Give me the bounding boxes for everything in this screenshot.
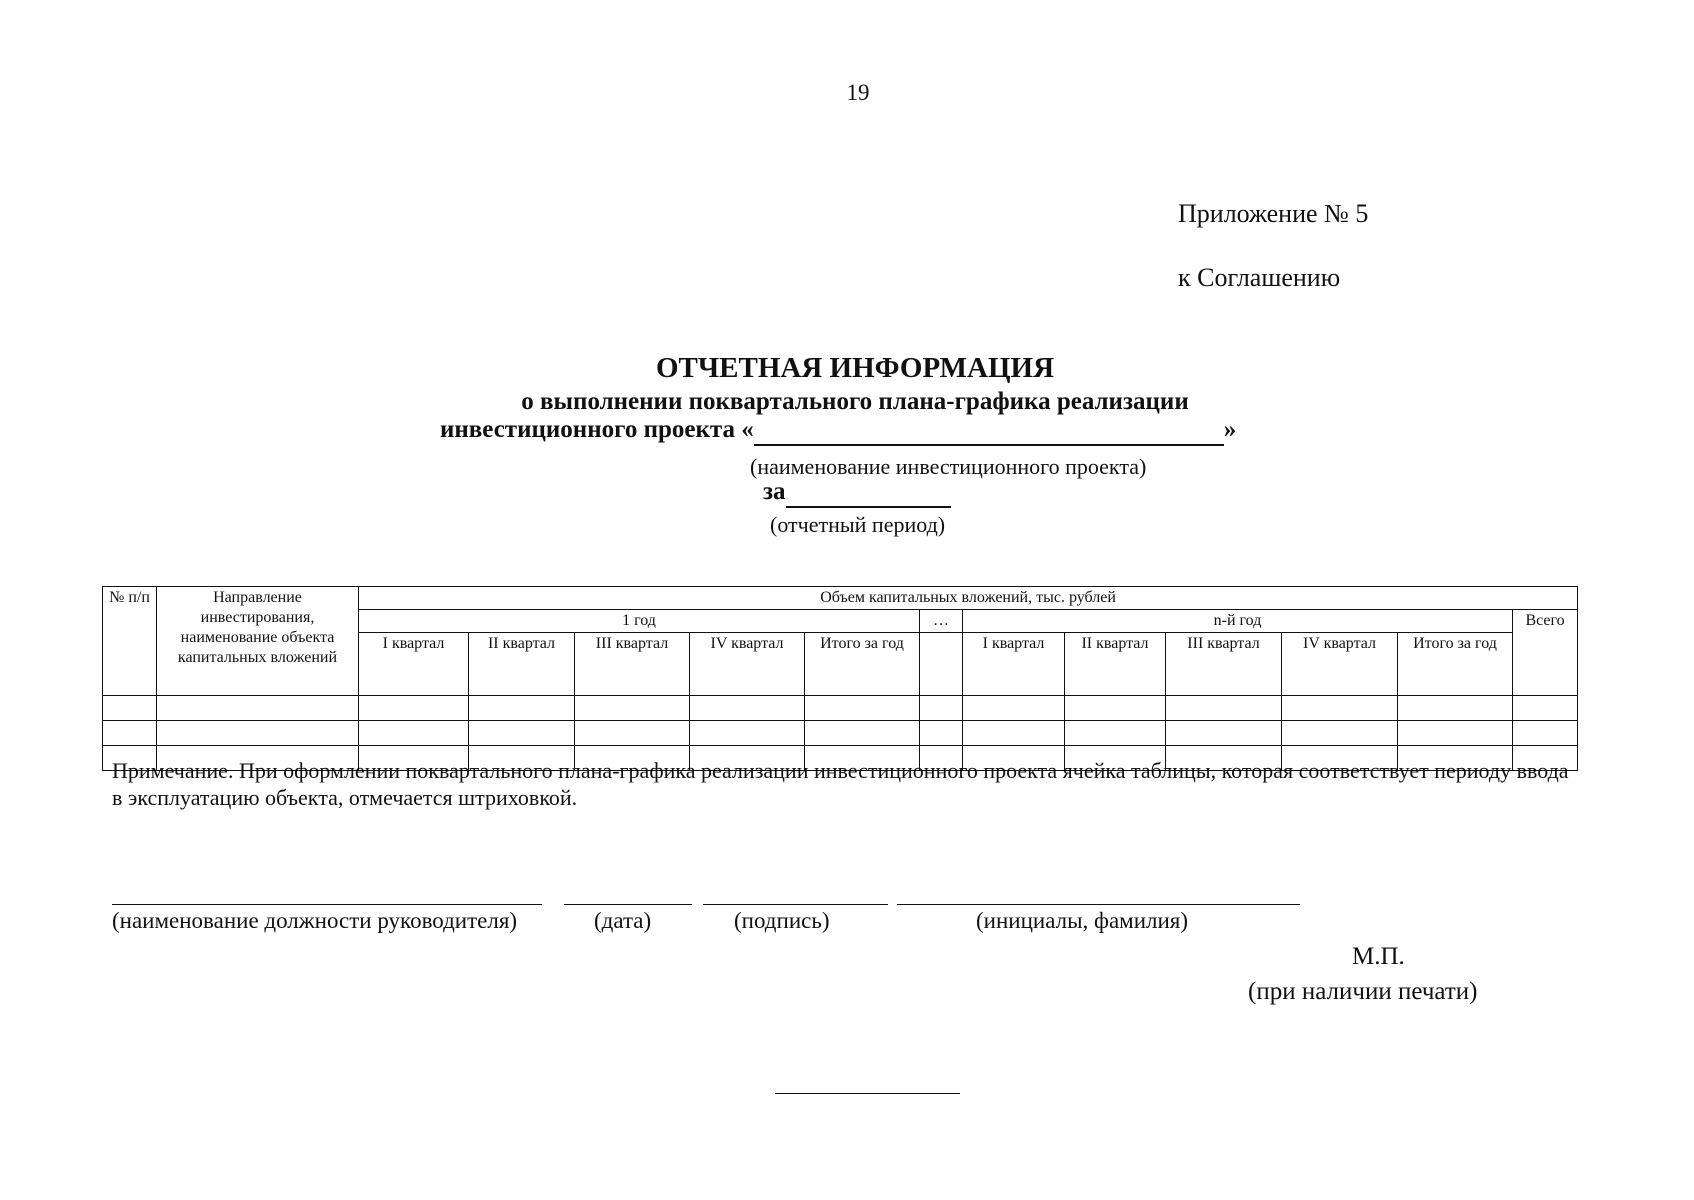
project-prefix: инвестиционного проекта « (440, 416, 754, 443)
date-label: (дата) (594, 908, 652, 933)
header-year1-q1: I квартал (359, 633, 469, 696)
appendix-agreement: к Соглашению (1178, 263, 1341, 292)
document-subtitle: о выполнении поквартального плана-графика реализации (521, 388, 1189, 415)
header-total: Всего (1513, 610, 1578, 696)
header-year1-q2: II квартал (469, 633, 575, 696)
appendix-number: Приложение № 5 (1178, 199, 1369, 228)
project-name-line (440, 416, 1236, 446)
header-yearn-q1: I квартал (963, 633, 1065, 696)
stamp-note: (при наличии печати) (1248, 978, 1478, 1005)
document-title: ОТЧЕТНАЯ ИНФОРМАЦИЯ (655, 352, 1055, 384)
period-caption: (отчетный период) (770, 512, 946, 537)
period-prefix: за (763, 478, 786, 505)
document-title-block (420, 350, 1290, 418)
period-blank (786, 478, 951, 508)
header-investment-volume: Объем капитальных вложений, тыс. рублей (359, 587, 1578, 610)
header-year1-q3: III квартал (575, 633, 690, 696)
table-row (103, 721, 1578, 746)
header-year-n: n-й год (963, 610, 1513, 633)
capital-investment-table (102, 586, 1578, 771)
table-note: Примечание. При оформлении поквартального плана-графика реализации инвестиционного проекта ячейка таблицы, которая соответствует периоду ввода в эксплуатацию объекта, отмечается штриховкой. (112, 758, 1569, 810)
header-yearn-q4: IV квартал (1282, 633, 1398, 696)
header-year-1: 1 год (359, 610, 920, 633)
project-suffix: » (1223, 416, 1237, 443)
project-caption: (наименование инвестиционного проекта) (750, 454, 1147, 479)
table-row (103, 696, 1578, 721)
header-yearn-q2: II квартал (1065, 633, 1166, 696)
header-yearn-total: Итого за год (1398, 633, 1513, 696)
header-ellipsis: … (920, 610, 963, 633)
sign-signature-line (703, 904, 888, 905)
header-ellipsis-cell (920, 633, 963, 696)
header-year1-q4: IV квартал (690, 633, 805, 696)
appendix-block (1178, 182, 1368, 310)
header-yearn-q3: III квартал (1166, 633, 1282, 696)
name-signature-line (897, 904, 1300, 905)
stamp-mark: М.П. (1352, 943, 1405, 970)
position-signature-line (112, 904, 542, 905)
date-signature-line (564, 904, 692, 905)
initials-label: (инициалы, фамилия) (976, 908, 1189, 933)
project-name-blank (754, 416, 1224, 446)
header-direction: Направление инвестирования, наименование объекта капитальных вложений (157, 587, 359, 696)
position-label: (наименование должности руководителя) (112, 908, 518, 933)
page-number: 19 (846, 80, 870, 105)
header-number: № п/п (103, 587, 157, 696)
signature-label: (подпись) (734, 908, 830, 933)
header-year1-total: Итого за год (805, 633, 920, 696)
period-line (763, 478, 951, 508)
bottom-rule (775, 1093, 960, 1094)
